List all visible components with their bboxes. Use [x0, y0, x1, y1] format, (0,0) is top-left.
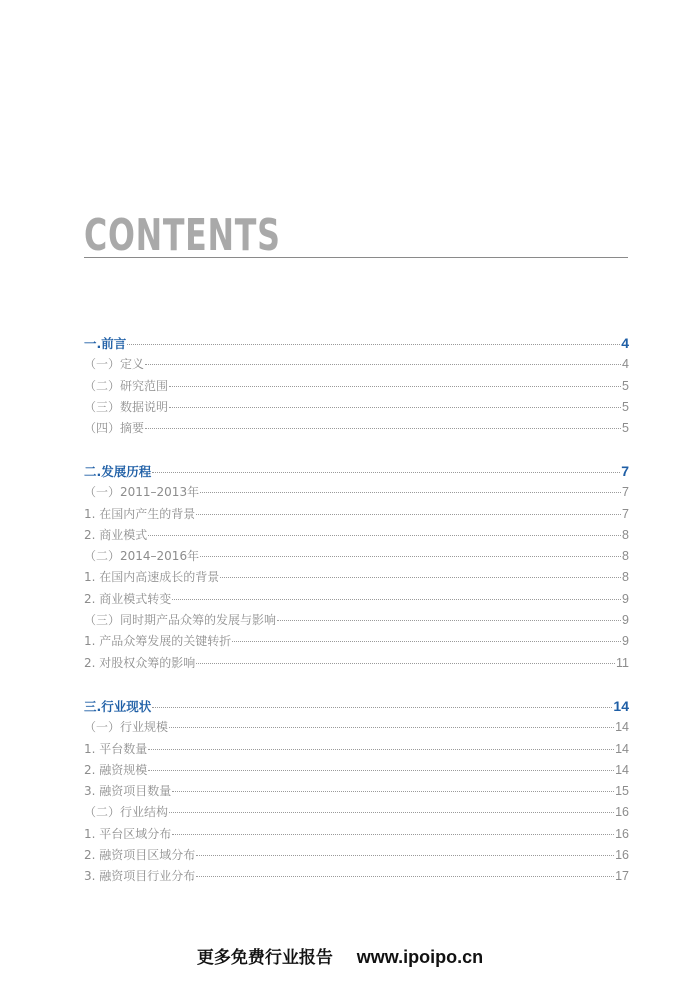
footer-banner [0, 943, 680, 968]
dot-leader [145, 364, 621, 365]
toc-page-number: 16 [615, 805, 629, 820]
toc-page-number: 11 [616, 655, 629, 670]
toc-entry[interactable] [84, 526, 629, 547]
toc-entry-label: （三）数据说明 [84, 399, 169, 414]
toc-entry-label: 2. 商业模式 [84, 527, 148, 542]
toc-page-number: 9 [622, 634, 629, 649]
toc-entry-label: （一）定义 [84, 357, 145, 372]
toc-heading[interactable] [84, 334, 629, 355]
footer-text: 更多免费行业报告 [196, 948, 333, 968]
toc-entry-label: 3. 融资项目数量 [84, 784, 172, 799]
dot-leader [196, 876, 614, 877]
toc-page-number: 4 [622, 357, 629, 372]
toc-entry[interactable] [84, 377, 629, 398]
toc-entry-label: 2. 融资项目区域分布 [84, 848, 196, 863]
toc-heading[interactable] [84, 697, 629, 718]
dot-leader [200, 556, 621, 557]
toc-page-number: 14 [615, 741, 629, 756]
toc-page-number: 8 [622, 527, 629, 542]
dot-leader [148, 535, 621, 536]
dot-leader [196, 514, 621, 515]
dot-leader [196, 855, 614, 856]
toc-entry-label: （二）2014–2016年 [84, 549, 200, 564]
toc-page-number: 16 [615, 826, 629, 841]
dot-leader [277, 620, 621, 621]
toc-entry[interactable] [84, 825, 629, 846]
toc-section-preface [84, 334, 629, 440]
toc-page-number: 9 [622, 613, 629, 628]
toc-section-industry-status [84, 697, 629, 889]
toc-page-number: 7 [621, 463, 629, 479]
toc-entry-label: （二）研究范围 [84, 378, 169, 393]
toc-entry-label: 2. 融资规模 [84, 762, 148, 777]
dot-leader [169, 386, 621, 387]
toc-heading-label: 一.前言 [84, 336, 127, 351]
toc-entry[interactable] [84, 611, 629, 632]
dot-leader [169, 812, 614, 813]
toc-page-number: 14 [613, 698, 629, 714]
toc-page-number: 7 [622, 506, 629, 521]
dot-leader [196, 663, 615, 664]
dot-leader [145, 428, 621, 429]
toc-page-number: 15 [615, 784, 629, 799]
dot-leader [152, 472, 620, 473]
toc-entry-label: 3. 融资项目行业分布 [84, 869, 196, 884]
toc-entry[interactable] [84, 505, 629, 526]
toc-entry-label: 2. 对股权众筹的影响 [84, 655, 196, 670]
toc-entry[interactable] [84, 782, 629, 803]
toc-entry[interactable] [84, 590, 629, 611]
toc-page-number: 8 [622, 549, 629, 564]
dot-leader [220, 577, 621, 578]
toc-entry-label: （三）同时期产品众筹的发展与影响 [84, 613, 277, 628]
toc-page-number: 4 [621, 335, 629, 351]
dot-leader [148, 749, 614, 750]
toc-entry[interactable] [84, 398, 629, 419]
dot-leader [169, 407, 621, 408]
toc-heading-label: 二.发展历程 [84, 464, 152, 479]
toc-entry[interactable] [84, 761, 629, 782]
toc-entry[interactable] [84, 547, 629, 568]
toc-page-number: 5 [622, 421, 629, 436]
dot-leader [172, 791, 614, 792]
toc-entry[interactable] [84, 803, 629, 824]
toc-entry[interactable] [84, 419, 629, 440]
toc-page-number: 9 [622, 591, 629, 606]
toc-entry-label: （四）摘要 [84, 421, 145, 436]
toc-entry[interactable] [84, 355, 629, 376]
footer-url-link[interactable]: www.ipoipo.cn [356, 947, 484, 967]
toc-entry[interactable] [84, 654, 629, 675]
toc-heading-label: 三.行业现状 [84, 699, 152, 714]
dot-leader [172, 834, 614, 835]
toc-entry-label: （二）行业结构 [84, 805, 169, 820]
toc-entry-label: 1. 产品众筹发展的关键转折 [84, 634, 232, 649]
toc-entry-label: 1. 平台区域分布 [84, 826, 172, 841]
dot-leader [200, 492, 621, 493]
toc-entry-label: （一）2011–2013年 [84, 485, 200, 500]
toc-section-history [84, 462, 629, 675]
toc-entry[interactable] [84, 718, 629, 739]
toc-heading[interactable] [84, 462, 629, 483]
toc-page-number: 14 [615, 720, 629, 735]
dot-leader [232, 641, 621, 642]
toc-entry[interactable] [84, 568, 629, 589]
toc-entry-label: 1. 在国内高速成长的背景 [84, 570, 220, 585]
toc-entry[interactable] [84, 632, 629, 653]
toc-entry-label: （一）行业规模 [84, 720, 169, 735]
dot-leader [169, 727, 614, 728]
dot-leader [148, 770, 614, 771]
dot-leader [152, 707, 612, 708]
dot-leader [172, 599, 621, 600]
toc-entry-label: 2. 商业模式转变 [84, 591, 172, 606]
toc-entry-label: 1. 平台数量 [84, 741, 148, 756]
toc-entry[interactable] [84, 483, 629, 504]
toc-entry-label: 1. 在国内产生的背景 [84, 506, 196, 521]
toc-page-number: 5 [622, 399, 629, 414]
toc-page-number: 16 [615, 848, 629, 863]
toc-page-number: 14 [615, 762, 629, 777]
toc-page-number: 5 [622, 378, 629, 393]
toc-entry[interactable] [84, 740, 629, 761]
toc-page-number: 8 [622, 570, 629, 585]
title-divider [84, 257, 628, 258]
page-title: CONTENTS [84, 210, 281, 261]
toc-entry[interactable] [84, 867, 629, 888]
dot-leader [127, 344, 620, 345]
toc-page-number: 7 [622, 485, 629, 500]
toc-entry[interactable] [84, 846, 629, 867]
toc-page-number: 17 [615, 869, 629, 884]
